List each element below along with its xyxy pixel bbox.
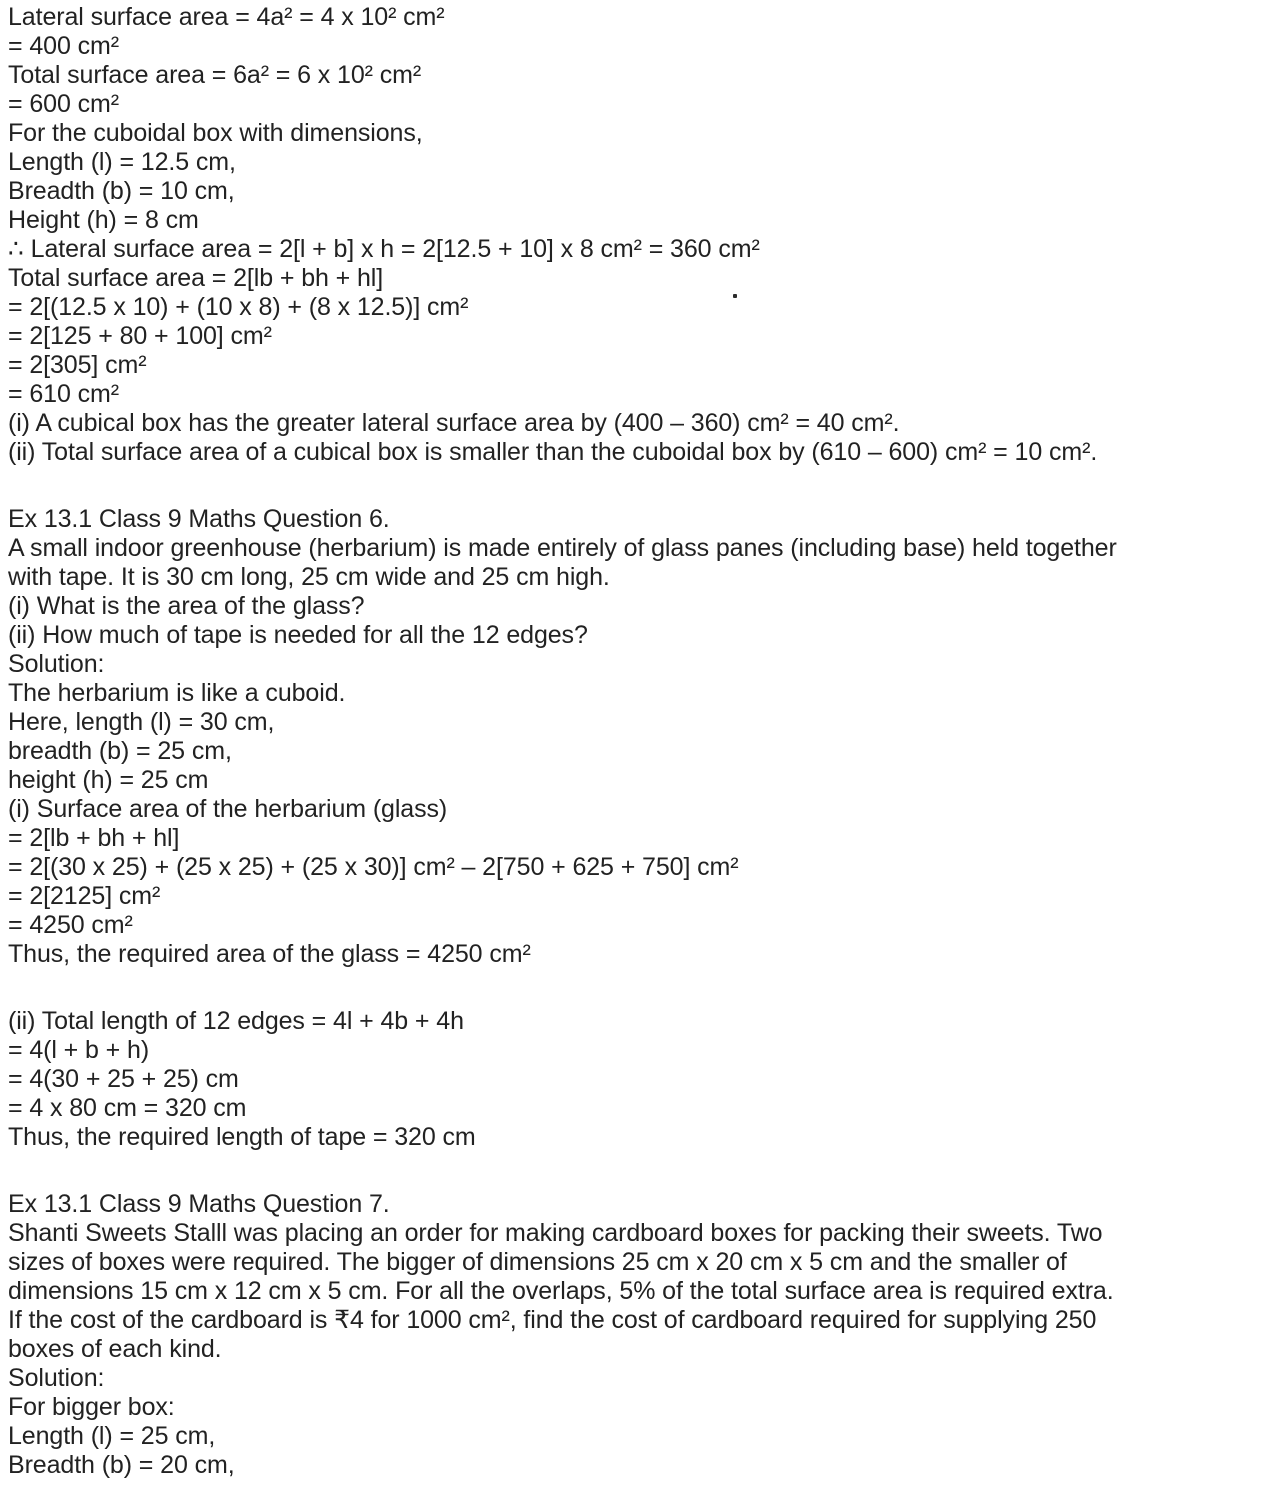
text-line: = 2[(12.5 x 10) + (10 x 8) + (8 x 12.5)] cm²: [8, 293, 469, 321]
text-line: = 400 cm²: [8, 32, 119, 60]
text-line: ∴ Lateral surface area = 2[l + b] x h = 2[12.5 + 10] x 8 cm² = 360 cm²: [8, 235, 760, 263]
text-line: (i) Surface area of the herbarium (glass): [8, 795, 448, 823]
text-line: For the cuboidal box with dimensions,: [8, 119, 423, 147]
text-line: boxes of each kind.: [8, 1335, 222, 1363]
text-line: Total surface area = 2[lb + bh + hl]: [8, 264, 384, 292]
text-line: (ii) How much of tape is needed for all the 12 edges?: [8, 621, 588, 649]
text-line: = 4(l + b + h): [8, 1036, 150, 1064]
stray-dot-artifact: [733, 294, 737, 298]
text-line: dimensions 15 cm x 12 cm x 5 cm. For all the overlaps, 5% of the total surface area is required extra.: [8, 1277, 1114, 1305]
text-line: Here, length (l) = 30 cm,: [8, 708, 275, 736]
text-line: with tape. It is 30 cm long, 25 cm wide and 25 cm high.: [8, 563, 610, 591]
text-line: = 4(30 + 25 + 25) cm: [8, 1065, 239, 1093]
text-line: = 2[125 + 80 + 100] cm²: [8, 322, 272, 350]
text-line: Solution:: [8, 1364, 105, 1392]
text-line: = 4250 cm²: [8, 911, 133, 939]
text-line: (ii) Total length of 12 edges = 4l + 4b + 4h: [8, 1007, 464, 1035]
text-line: Breadth (b) = 20 cm,: [8, 1451, 235, 1479]
text-line: = 4 x 80 cm = 320 cm: [8, 1094, 247, 1122]
text-line: breadth (b) = 25 cm,: [8, 737, 232, 765]
text-line: (i) What is the area of the glass?: [8, 592, 365, 620]
text-line: = 2[(30 x 25) + (25 x 25) + (25 x 30)] cm² – 2[750 + 625 + 750] cm²: [8, 853, 739, 881]
question-5-solution-block: [8, 3, 1266, 467]
text-line: Total surface area = 6a² = 6 x 10² cm²: [8, 61, 422, 89]
text-line: sizes of boxes were required. The bigger of dimensions 25 cm x 20 cm x 5 cm and the smaller of: [8, 1248, 1067, 1276]
text-line: If the cost of the cardboard is ₹4 for 1000 cm², find the cost of cardboard required for supplying 250: [8, 1306, 1097, 1334]
text-line: Length (l) = 12.5 cm,: [8, 148, 236, 176]
question-6-block: [8, 505, 1266, 969]
question-6-part-ii-block: [8, 1007, 1266, 1152]
text-line: A small indoor greenhouse (herbarium) is made entirely of glass panes (including base) held together: [8, 534, 1117, 562]
text-line: Solution:: [8, 650, 105, 678]
text-line: Shanti Sweets Stalll was placing an order for making cardboard boxes for packing their sweets. Two: [8, 1219, 1103, 1247]
text-line: = 2[305] cm²: [8, 351, 147, 379]
question-heading: Ex 13.1 Class 9 Maths Question 6.: [8, 505, 390, 533]
text-line: (ii) Total surface area of a cubical box is smaller than the cuboidal box by (610 – 600) cm² = 10 cm².: [8, 438, 1098, 466]
text-line: = 2[lb + bh + hl]: [8, 824, 180, 852]
text-line: For bigger box:: [8, 1393, 175, 1421]
text-line: height (h) = 25 cm: [8, 766, 209, 794]
text-line: The herbarium is like a cuboid.: [8, 679, 346, 707]
text-line: Height (h) = 8 cm: [8, 206, 199, 234]
text-line: (i) A cubical box has the greater lateral surface area by (400 – 360) cm² = 40 cm².: [8, 409, 900, 437]
text-line: Thus, the required area of the glass = 4250 cm²: [8, 940, 531, 968]
text-line: = 610 cm²: [8, 380, 119, 408]
text-line: Thus, the required length of tape = 320 cm: [8, 1123, 476, 1151]
text-line: = 600 cm²: [8, 90, 119, 118]
question-heading: Ex 13.1 Class 9 Maths Question 7.: [8, 1190, 390, 1218]
question-7-block: [8, 1190, 1266, 1480]
text-line: = 2[2125] cm²: [8, 882, 161, 910]
text-line: Lateral surface area = 4a² = 4 x 10² cm²: [8, 3, 445, 31]
text-line: Length (l) = 25 cm,: [8, 1422, 216, 1450]
text-line: Breadth (b) = 10 cm,: [8, 177, 235, 205]
